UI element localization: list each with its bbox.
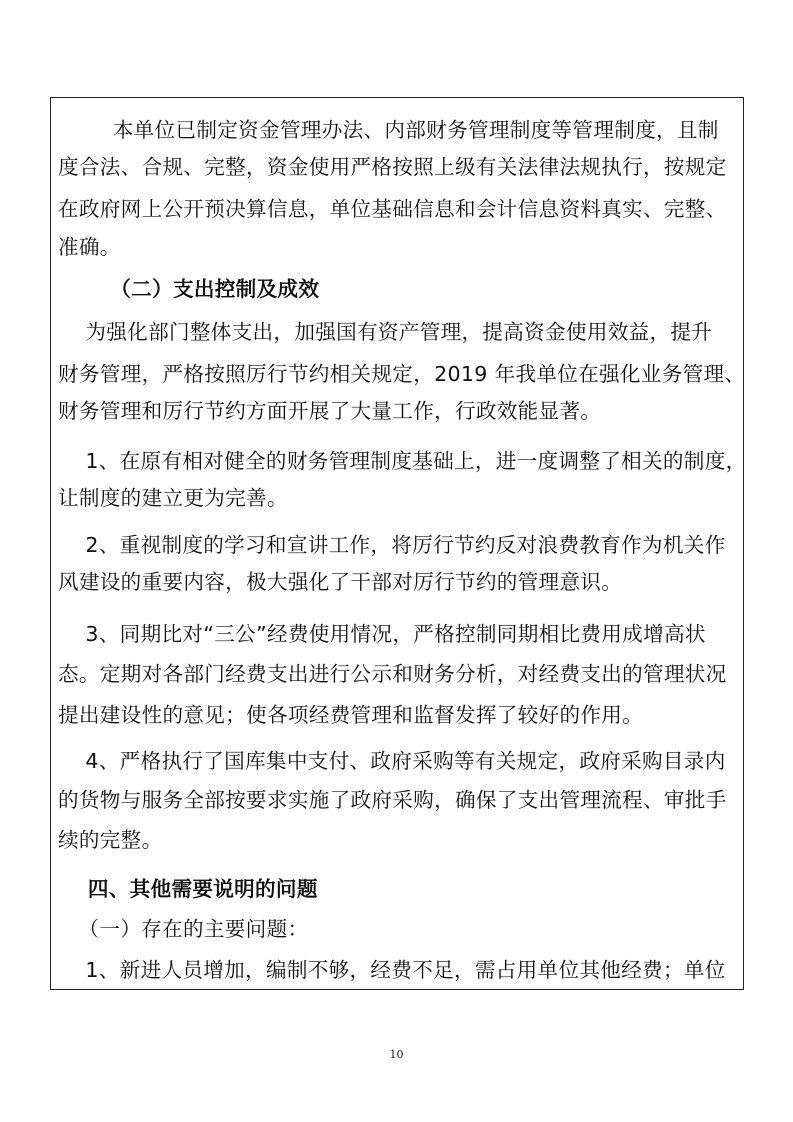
paragraph-line: 1、在原有相对健全的财务管理制度基础上，进一度调整了相关的制度，: [58, 449, 747, 473]
paragraph-line: 4、严格执行了国库集中支付、政府采购等有关规定，政府采购目录内: [58, 749, 726, 773]
paragraph-line: 1、新进人员增加，编制不够，经费不足，需占用单位其他经费；单位: [58, 958, 726, 982]
paragraph-line: 态。定期对各部门经费支出进行公示和财务分析，对经费支出的管理状况: [58, 662, 727, 686]
paragraph-line: 财务管理，严格按照厉行节约相关规定，2019 年我单位在强化业务管理、: [58, 362, 746, 386]
paragraph-line: 财务管理和厉行节约方面开展了大量工作，行政效能显著。: [58, 399, 602, 423]
page-number: 10: [389, 1048, 404, 1061]
paragraph-line: 在政府网上公开预决算信息，单位基础信息和会计信息资料真实、完整、: [58, 197, 727, 221]
section-heading: （二）支出控制及成效: [58, 277, 320, 301]
paragraph-line: 让制度的建立更为完善。: [58, 486, 288, 510]
paragraph-line: 度合法、合规、完整，资金使用严格按照上级有关法律法规执行，按规定: [58, 155, 727, 179]
paragraph-line: 准确。: [58, 235, 121, 259]
paragraph-line: 的货物与服务全部按要求实施了政府采购，确保了支出管理流程、审批手: [58, 788, 727, 812]
paragraph-line: 续的完整。: [58, 828, 163, 852]
paragraph-line: 提出建设性的意见；使各项经费管理和监督发挥了较好的作用。: [58, 703, 644, 727]
subsection-heading: （一）存在的主要问题：: [58, 917, 309, 941]
paragraph-line: 2、重视制度的学习和宣讲工作，将厉行节约反对浪费教育作为机关作: [58, 533, 726, 557]
paragraph-line: 本单位已制定资金管理办法、内部财务管理制度等管理制度，且制: [58, 118, 719, 142]
paragraph-line: 为强化部门整体支出，加强国有资产管理，提高资金使用效益，提升: [58, 320, 713, 344]
paragraph-line: 风建设的重要内容，极大强化了干部对厉行节约的管理意识。: [58, 570, 623, 594]
section-heading: 四、其他需要说明的问题: [58, 877, 318, 901]
paragraph-line: 3、同期比对“三公”经费使用情况，严格控制同期相比费用成增高状: [58, 622, 706, 646]
